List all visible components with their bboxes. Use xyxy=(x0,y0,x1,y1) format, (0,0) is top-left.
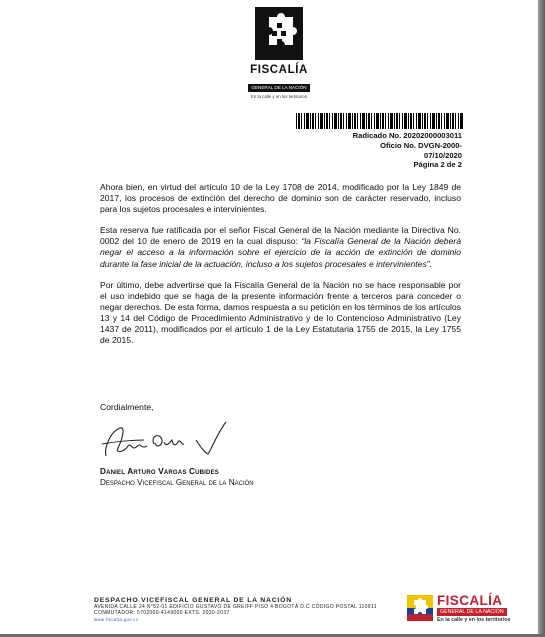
paragraph-3: Por último, debe advertirse que la Fiscalía General de la Nación no se hace responsable por el uso indebido que se haga de la presente información frente a terceros para conceder o negar derechos. De esta forma, damos respuesta a su petición en los términos de los artículos 13 y 14 del Código de Procedimiento Administrativo y de lo Contencioso Administrativo (Ley 1437 de 2011), modificados por el artículo 1 de la Ley Estatutaria 1755 de 2015, la Ley 1755 de 2015. xyxy=(100,279,461,346)
footer-phone: CONMUTADOR: 5702000-4149000 EXTS. 2030-2037 xyxy=(94,609,230,616)
paragraph-2 xyxy=(100,225,461,269)
directive-quote: “la Fiscalía General de la Nación deberá negar el acceso a la información sobre el ejercicio de la acción de extinción de dominio durante la fase inicial de la actuación, incluso a los sujetos procesales e intervinientes”. xyxy=(100,236,461,269)
footer-website: www.fiscalia.gov.co xyxy=(94,616,139,622)
footer-contact xyxy=(94,597,377,623)
header-subtitle: GENERAL DE LA NACIÓN xyxy=(248,84,309,92)
signer-block xyxy=(100,466,254,488)
footer-brand-tagline: En la calle y en los territorios xyxy=(437,617,511,623)
radicado-number: Radicado No. 20202000003011 xyxy=(352,131,462,140)
barcode xyxy=(296,113,464,129)
paragraph-1: Ahora bien, en virtud del artículo 10 de la Ley 1708 de 2014, modificado por la Ley 1849 de 2017, los procesos de extinción del derecho de dominio son de carácter reservado, incluso para los sujetos procesales e intervinientes. xyxy=(100,182,461,215)
oficio-date: 07/10/2020 xyxy=(423,150,462,160)
oficio-number: Oficio No. DVGN-2000- xyxy=(380,140,462,150)
puzzle-flag-icon xyxy=(407,595,433,621)
letter-body xyxy=(100,182,461,356)
signer-name: Daniel Arturo Vargas Cubides xyxy=(100,467,219,476)
page-number: Página 2 de 2 xyxy=(413,160,462,170)
header-tagline: En la calle y en los territorios xyxy=(250,94,308,99)
handwritten-signature xyxy=(100,418,240,469)
viewer-shadow-right xyxy=(538,0,545,637)
header-brand: FISCALÍA xyxy=(250,64,308,76)
footer-brand-subtitle: GENERAL DE LA NACIÓN xyxy=(437,608,507,616)
footer-brand: FISCALÍA xyxy=(437,593,503,608)
signer-office: Despacho Vicefiscal General de la Nación xyxy=(100,478,254,487)
fiscalia-header-logo xyxy=(241,7,317,100)
fiscalia-footer-logo xyxy=(404,593,524,629)
footer-address: AVENIDA CALLE 24 N°52-01 EDIFICIO GUSTAVO DE GREIFF PISO 4 BOGOTÁ D.C CÓDIGO POSTAL 110911 xyxy=(94,604,377,610)
puzzle-emblem-icon xyxy=(255,7,303,60)
footer-title: DESPACHO VICEFISCAL GENERAL DE LA NACIÓN xyxy=(94,597,292,604)
closing-salutation: Cordialmente, xyxy=(100,402,154,412)
paragraph-2-text: Esta reserva fue ratificada por el señor Fiscal General de la Nación mediante la Directiva No. 0002 del 10 de enero de 2019 en la cual dispuso: xyxy=(100,225,461,247)
reference-block xyxy=(353,131,462,170)
